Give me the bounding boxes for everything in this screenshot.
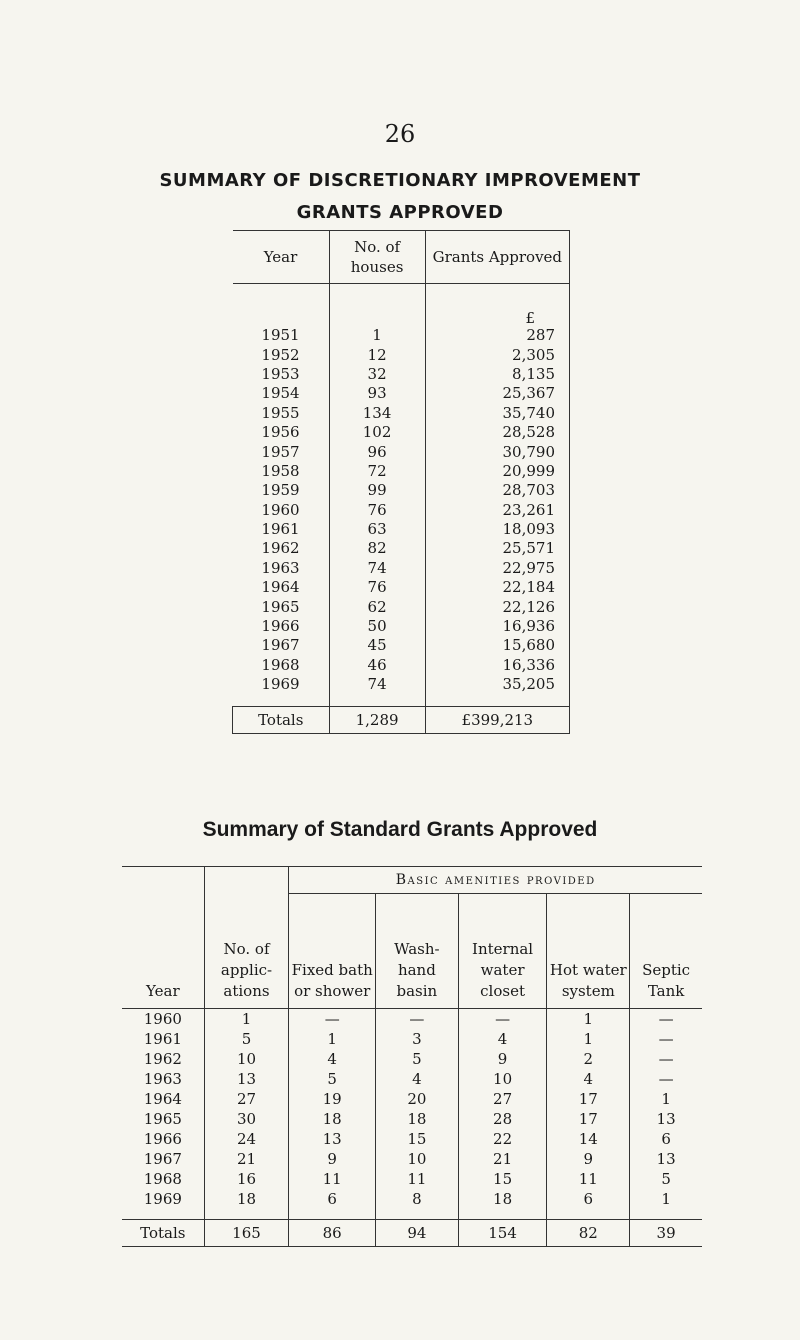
year-cell: 1964	[233, 578, 330, 597]
totals-bath: 86	[289, 1220, 376, 1247]
septic-cell: 5	[661, 1170, 671, 1188]
houses-cell: 93	[329, 384, 425, 403]
year-cell: 1957	[233, 442, 330, 461]
header-applications-label: No. of applic- ations	[220, 940, 273, 1000]
hot-water-cell: 17	[547, 1109, 630, 1129]
year-cell: 1962	[122, 1049, 204, 1069]
basin-cell: 4	[376, 1069, 459, 1089]
grants-cell: 16,936	[425, 617, 569, 636]
bath-cell: 1	[289, 1029, 376, 1049]
totals-applications: 165	[204, 1220, 289, 1247]
basin-cell: 18	[376, 1109, 459, 1129]
basin-cell: —	[376, 1009, 459, 1030]
discretionary-title-line1: SUMMARY OF DISCRETIONARY IMPROVEMENT	[159, 170, 641, 191]
header-grants: Grants Approved	[425, 231, 569, 284]
year-cell: 1966	[233, 617, 330, 636]
hot-water-cell: 4	[547, 1069, 630, 1089]
grants-cell: 23,261	[425, 501, 569, 520]
hot-water-cell: 6	[547, 1189, 630, 1209]
year-cell: 1969	[122, 1189, 204, 1209]
header-bath: Fixed bath or shower	[289, 894, 376, 1009]
houses-cell: 32	[329, 365, 425, 384]
basin-cell: 5	[376, 1049, 459, 1069]
table-row	[122, 1009, 702, 1030]
grants-cell: 20,999	[425, 462, 569, 481]
grants-cell: 25,571	[425, 539, 569, 558]
basin-cell: 8	[376, 1189, 459, 1209]
grants-cell: 22,126	[425, 597, 569, 616]
houses-cell: 96	[329, 442, 425, 461]
hot-water-cell: 9	[547, 1149, 630, 1169]
discretionary-grants-table	[232, 230, 570, 734]
bath-cell: 13	[289, 1129, 376, 1149]
header-year: Year	[233, 231, 330, 284]
standard-grants-title: Summary of Standard Grants Approved	[202, 818, 598, 841]
table-row	[233, 481, 570, 500]
table-row	[122, 1089, 702, 1109]
table-row	[233, 423, 570, 442]
grants-cell: 287	[425, 326, 569, 345]
year-cell: 1952	[233, 345, 330, 364]
year-cell: 1960	[122, 1009, 204, 1030]
houses-cell: 134	[329, 404, 425, 423]
wc-cell: 28	[458, 1109, 547, 1129]
wc-cell: 9	[458, 1049, 547, 1069]
table-row	[122, 1129, 702, 1149]
year-cell: 1958	[233, 462, 330, 481]
applications-cell: 27	[204, 1089, 289, 1109]
table-row	[233, 365, 570, 384]
table-row	[122, 1169, 702, 1189]
hot-water-cell: 2	[547, 1049, 630, 1069]
bath-cell: —	[289, 1009, 376, 1030]
totals-label: Totals	[233, 707, 330, 734]
grants-cell: 28,703	[425, 481, 569, 500]
header-hot-water: Hot water system	[547, 894, 630, 1009]
houses-cell: 102	[329, 423, 425, 442]
header-year-label: Year	[146, 982, 180, 1000]
table-row	[233, 462, 570, 481]
basin-cell: 11	[376, 1169, 459, 1189]
table-row	[122, 1049, 702, 1069]
header-applications	[204, 867, 289, 1009]
year-cell: 1967	[233, 636, 330, 655]
septic-cell: —	[658, 1050, 674, 1068]
year-cell: 1961	[122, 1029, 204, 1049]
header-houses: No. of houses	[329, 231, 425, 284]
table-row	[122, 1069, 702, 1089]
basin-cell: 15	[376, 1129, 459, 1149]
applications-cell: 13	[204, 1069, 289, 1089]
table-row	[233, 675, 570, 694]
bath-cell: 6	[289, 1189, 376, 1209]
houses-cell: 99	[329, 481, 425, 500]
septic-cell: 13	[656, 1150, 676, 1168]
table-row	[233, 442, 570, 461]
totals-houses: 1,289	[329, 707, 425, 734]
table-row	[122, 1149, 702, 1169]
totals-label: Totals	[122, 1220, 204, 1247]
year-cell: 1966	[122, 1129, 204, 1149]
table-row	[233, 636, 570, 655]
applications-cell: 30	[204, 1109, 289, 1129]
applications-cell: 10	[204, 1049, 289, 1069]
year-cell: 1955	[233, 404, 330, 423]
grants-cell: 2,305	[425, 345, 569, 364]
grants-cell: 35,740	[425, 404, 569, 423]
table-row	[233, 345, 570, 364]
houses-cell: 50	[329, 617, 425, 636]
hot-water-cell: 1	[547, 1009, 630, 1030]
totals-grants: £399,213	[425, 707, 569, 734]
table-row	[233, 520, 570, 539]
houses-cell: 76	[329, 578, 425, 597]
year-cell: 1963	[233, 559, 330, 578]
header-septic: Septic Tank	[630, 894, 702, 1009]
houses-cell: 63	[329, 520, 425, 539]
bath-cell: 19	[289, 1089, 376, 1109]
year-cell: 1969	[233, 675, 330, 694]
table-row	[233, 501, 570, 520]
wc-cell: 21	[458, 1149, 547, 1169]
applications-cell: 16	[204, 1169, 289, 1189]
wc-cell: 22	[458, 1129, 547, 1149]
table-row	[233, 578, 570, 597]
bath-cell: 11	[289, 1169, 376, 1189]
currency-symbol: £	[425, 284, 569, 327]
grants-cell: 28,528	[425, 423, 569, 442]
basin-cell: 10	[376, 1149, 459, 1169]
year-cell: 1951	[233, 326, 330, 345]
grants-cell: 22,975	[425, 559, 569, 578]
year-cell: 1956	[233, 423, 330, 442]
wc-cell: 27	[458, 1089, 547, 1109]
table-row	[233, 326, 570, 345]
table-row	[233, 597, 570, 616]
bath-cell: 18	[289, 1109, 376, 1129]
applications-cell: 1	[204, 1009, 289, 1030]
totals-row	[122, 1220, 702, 1247]
year-cell: 1965	[233, 597, 330, 616]
hot-water-cell: 17	[547, 1089, 630, 1109]
wc-cell: —	[458, 1009, 547, 1030]
totals-wc: 154	[458, 1220, 547, 1247]
septic-cell: —	[658, 1030, 674, 1048]
year-cell: 1953	[233, 365, 330, 384]
houses-cell: 72	[329, 462, 425, 481]
applications-cell: 21	[204, 1149, 289, 1169]
year-cell: 1963	[122, 1069, 204, 1089]
grants-cell: 8,135	[425, 365, 569, 384]
houses-cell: 74	[329, 559, 425, 578]
houses-cell: 46	[329, 656, 425, 675]
year-cell: 1962	[233, 539, 330, 558]
septic-cell: 6	[661, 1130, 671, 1148]
grants-cell: 16,336	[425, 656, 569, 675]
table-row	[122, 1029, 702, 1049]
header-wc: Internal water closet	[458, 894, 547, 1009]
standard-grants-body	[122, 1009, 702, 1210]
year-cell: 1954	[233, 384, 330, 403]
grants-cell: 22,184	[425, 578, 569, 597]
table-row	[233, 539, 570, 558]
totals-row	[233, 707, 570, 734]
table-row	[122, 1189, 702, 1209]
bath-cell: 5	[289, 1069, 376, 1089]
table-row	[233, 404, 570, 423]
table-row	[233, 384, 570, 403]
hot-water-cell: 14	[547, 1129, 630, 1149]
discretionary-title-line2: GRANTS APPROVED	[296, 202, 504, 223]
houses-cell: 74	[329, 675, 425, 694]
applications-cell: 5	[204, 1029, 289, 1049]
year-cell: 1964	[122, 1089, 204, 1109]
bath-cell: 4	[289, 1049, 376, 1069]
houses-cell: 62	[329, 597, 425, 616]
houses-cell: 82	[329, 539, 425, 558]
totals-hot-water: 82	[547, 1220, 630, 1247]
applications-cell: 18	[204, 1189, 289, 1209]
page-number: 26	[384, 120, 416, 148]
discretionary-grants-body	[233, 284, 570, 695]
year-cell: 1967	[122, 1149, 204, 1169]
septic-cell: 13	[656, 1110, 676, 1128]
grants-cell: 25,367	[425, 384, 569, 403]
grants-cell: 15,680	[425, 636, 569, 655]
table-row	[233, 559, 570, 578]
wc-cell: 10	[458, 1069, 547, 1089]
hot-water-cell: 1	[547, 1029, 630, 1049]
houses-cell: 45	[329, 636, 425, 655]
grants-cell: 35,205	[425, 675, 569, 694]
wc-cell: 15	[458, 1169, 547, 1189]
houses-cell: 76	[329, 501, 425, 520]
basin-cell: 20	[376, 1089, 459, 1109]
septic-cell: 1	[661, 1190, 671, 1208]
grants-cell: 30,790	[425, 442, 569, 461]
table-row	[233, 656, 570, 675]
hot-water-cell: 11	[547, 1169, 630, 1189]
septic-cell: 1	[661, 1090, 671, 1108]
applications-cell: 24	[204, 1129, 289, 1149]
header-year	[122, 867, 204, 1009]
year-cell: 1965	[122, 1109, 204, 1129]
houses-cell: 1	[329, 326, 425, 345]
houses-cell: 12	[329, 345, 425, 364]
header-basin: Wash- hand basin	[376, 894, 459, 1009]
table-row	[233, 617, 570, 636]
grants-cell: 18,093	[425, 520, 569, 539]
bath-cell: 9	[289, 1149, 376, 1169]
basin-cell: 3	[376, 1029, 459, 1049]
wc-cell: 18	[458, 1189, 547, 1209]
basic-amenities-header: Basic amenities provided	[289, 867, 702, 894]
wc-cell: 4	[458, 1029, 547, 1049]
totals-septic: 39	[630, 1220, 702, 1247]
totals-basin: 94	[376, 1220, 459, 1247]
year-cell: 1960	[233, 501, 330, 520]
septic-cell: —	[658, 1070, 674, 1088]
year-cell: 1961	[233, 520, 330, 539]
year-cell: 1968	[122, 1169, 204, 1189]
year-cell: 1968	[233, 656, 330, 675]
table-row	[122, 1109, 702, 1129]
year-cell: 1959	[233, 481, 330, 500]
standard-grants-table	[122, 866, 702, 1247]
septic-cell: —	[658, 1010, 674, 1028]
